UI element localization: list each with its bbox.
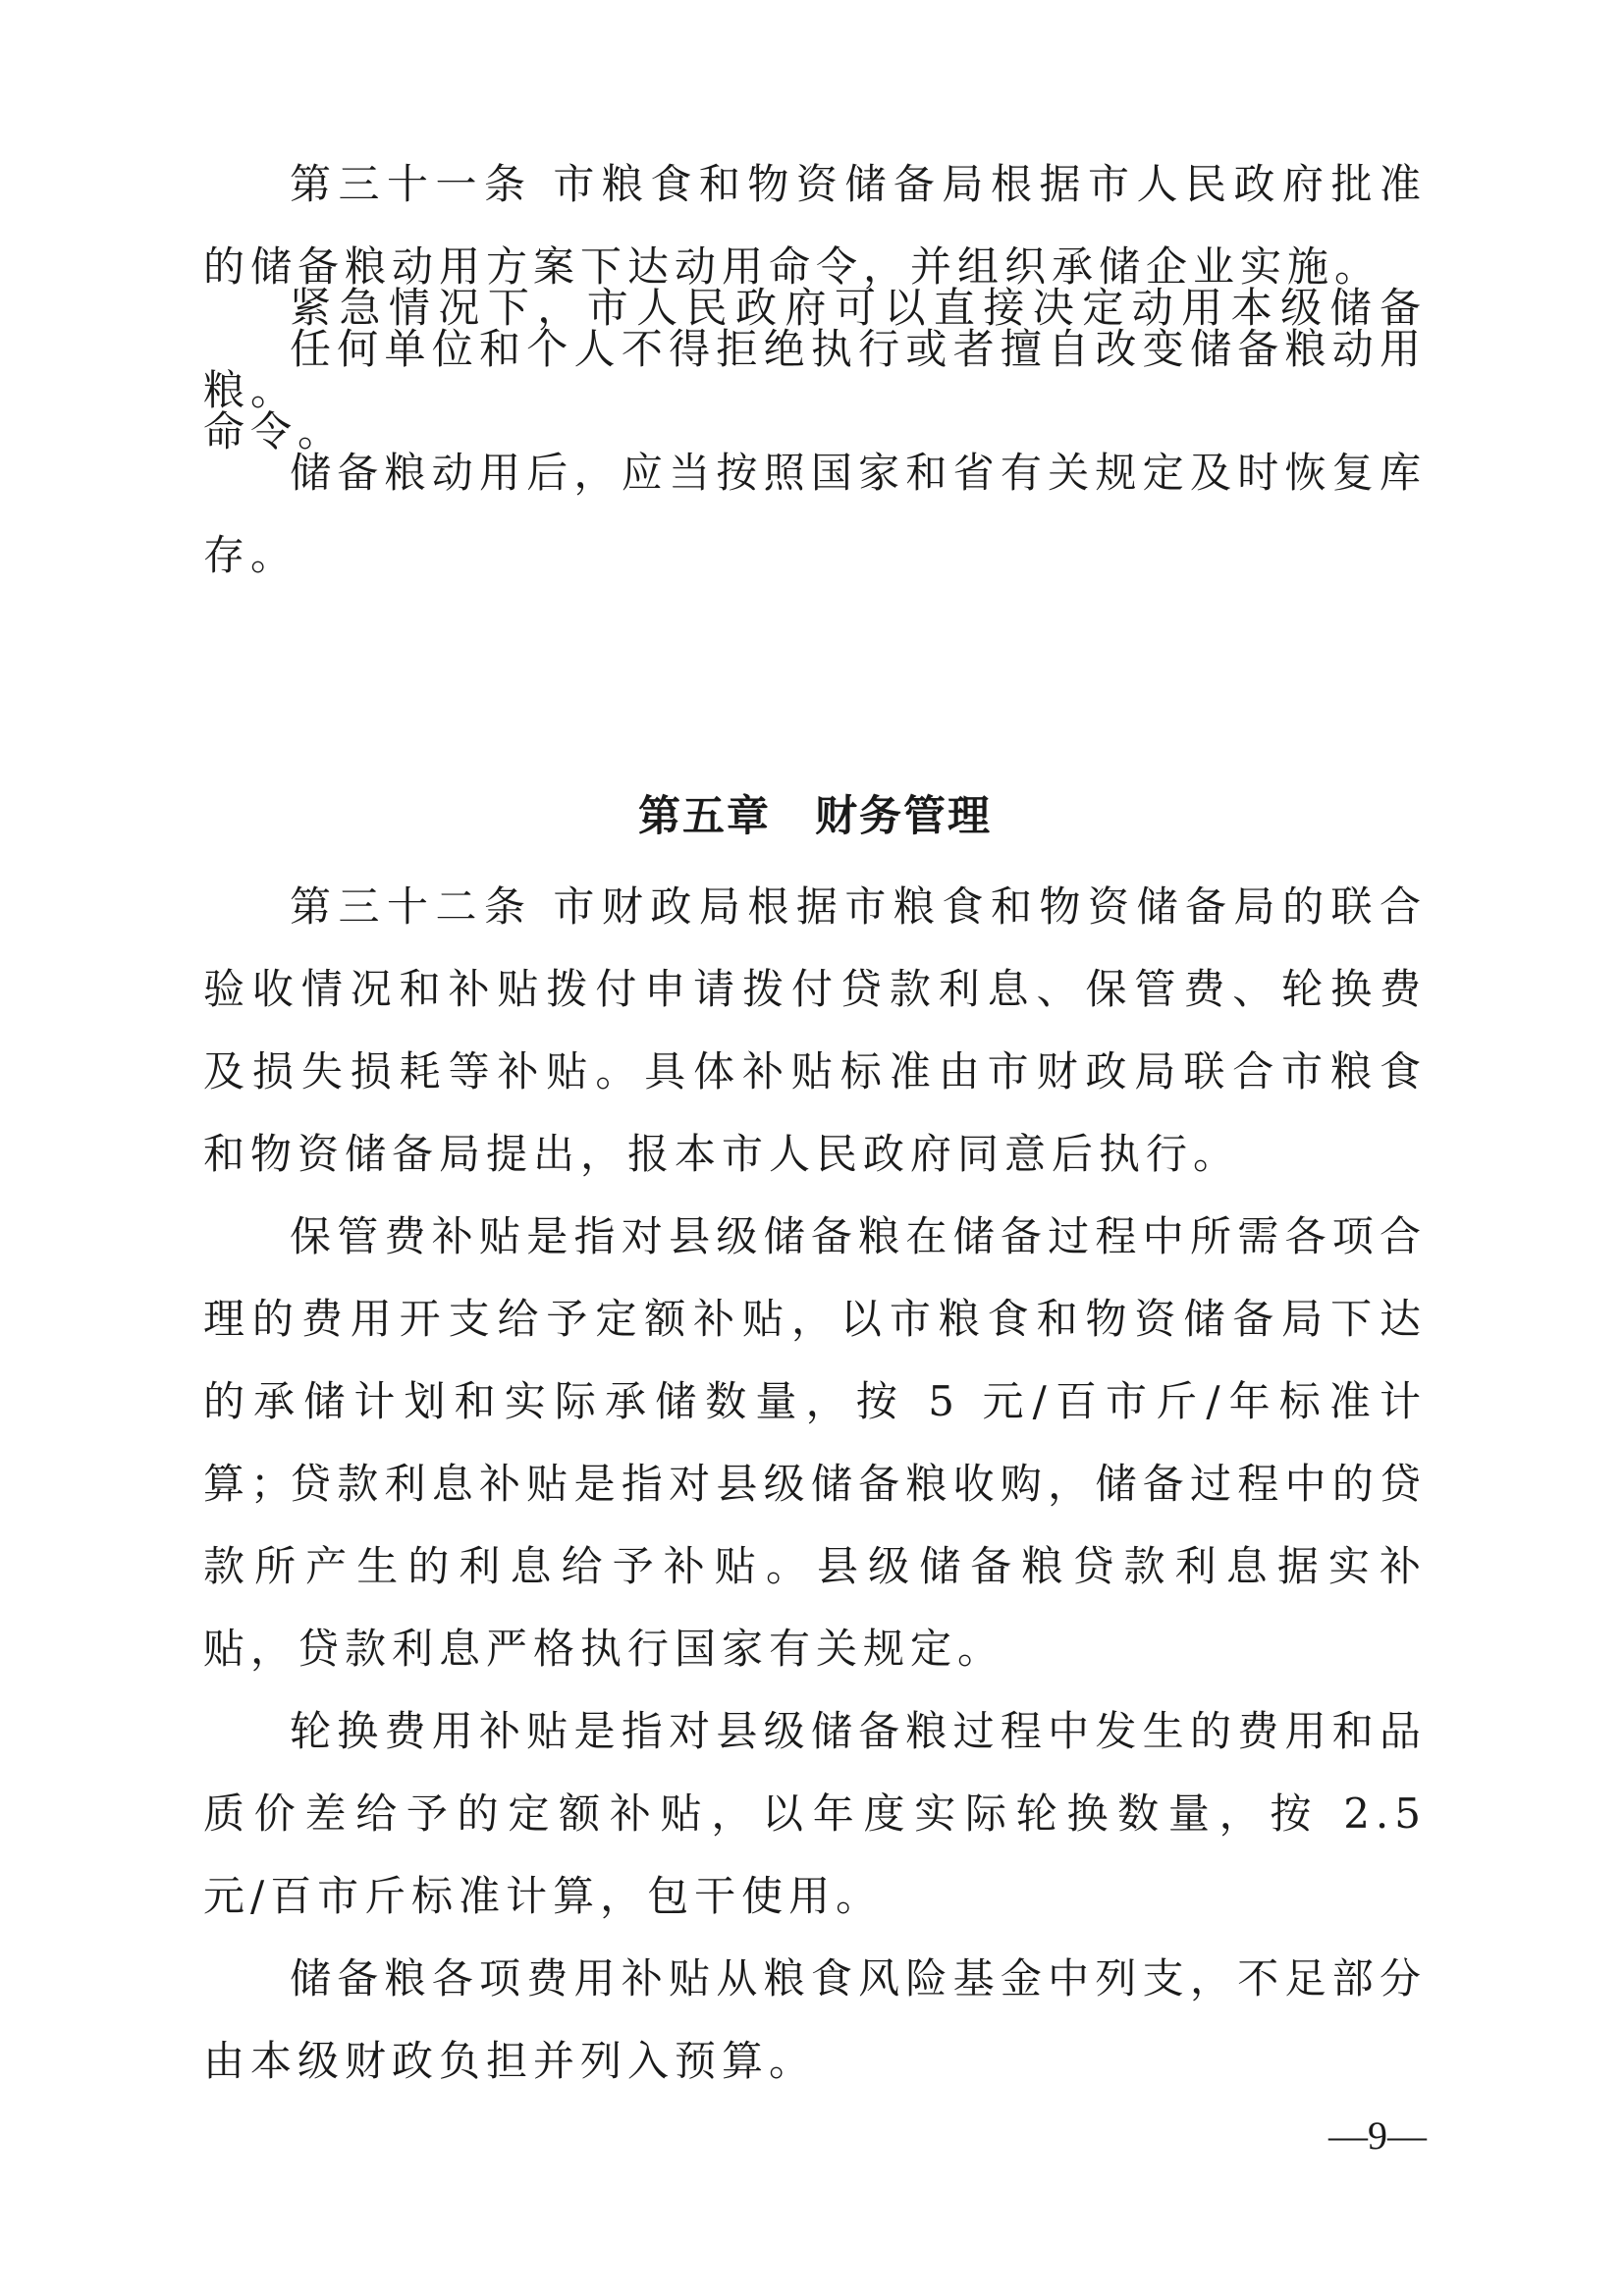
fund-source-paragraph: 储备粮各项费用补贴从粮食风险基金中列支，不足部分由本级财政负担并列入预算。	[203, 1954, 1427, 2085]
emergency-paragraph: 紧急情况下，市人民政府可以直接决定动用本级储备粮。	[203, 284, 1427, 414]
restore-stock-paragraph: 储备粮动用后，应当按照国家和省有关规定及时恢复库存。	[203, 449, 1427, 579]
loan-interest-paragraph: 贷款利息补贴是指对县级储备粮收购，储备过程中的贷款所产生的利息给予补贴。县级储备粮贷款利息据实补贴，贷款利息严格执行国家有关规定。	[203, 1460, 1427, 1673]
document-page	[203, 0, 1427, 2296]
chapter-five-heading: 第五章 财务管理	[638, 792, 992, 841]
page-number: —9—	[1328, 2113, 1427, 2158]
article-32-paragraph: 第三十二条 市财政局根据市粮食和物资储备局的联合验收情况和补贴拨付申请拨付贷款利息、保管费、轮换费及损失损耗等补贴。具体补贴标准由市财政局联合市粮食和物资储备局提出，报本市人民政府同意后执行。	[203, 882, 1427, 1178]
article-31-paragraph: 第三十一条 市粮食和物资储备局根据市人民政府批准的储备粮动用方案下达动用命令，并组织承储企业实施。	[203, 160, 1427, 291]
rotation-fee-paragraph: 轮换费用补贴是指对县级储备粮过程中发生的费用和品质价差给予的定额补贴，以年度实际轮换数量，按 2.5 元/百市斤标准计算，包干使用。	[203, 1707, 1427, 1920]
no-refuse-paragraph: 任何单位和个人不得拒绝执行或者擅自改变储备粮动用命令。	[203, 325, 1427, 455]
storage-fee-paragraph: 保管费补贴是指对县级储备粮在储备过程中所需各项合理的费用开支给予定额补贴，以市粮食和物资储备局下达的承储计划和实际承储数量，按 5 元/百市斤/年标准计算；	[203, 1212, 1427, 1508]
